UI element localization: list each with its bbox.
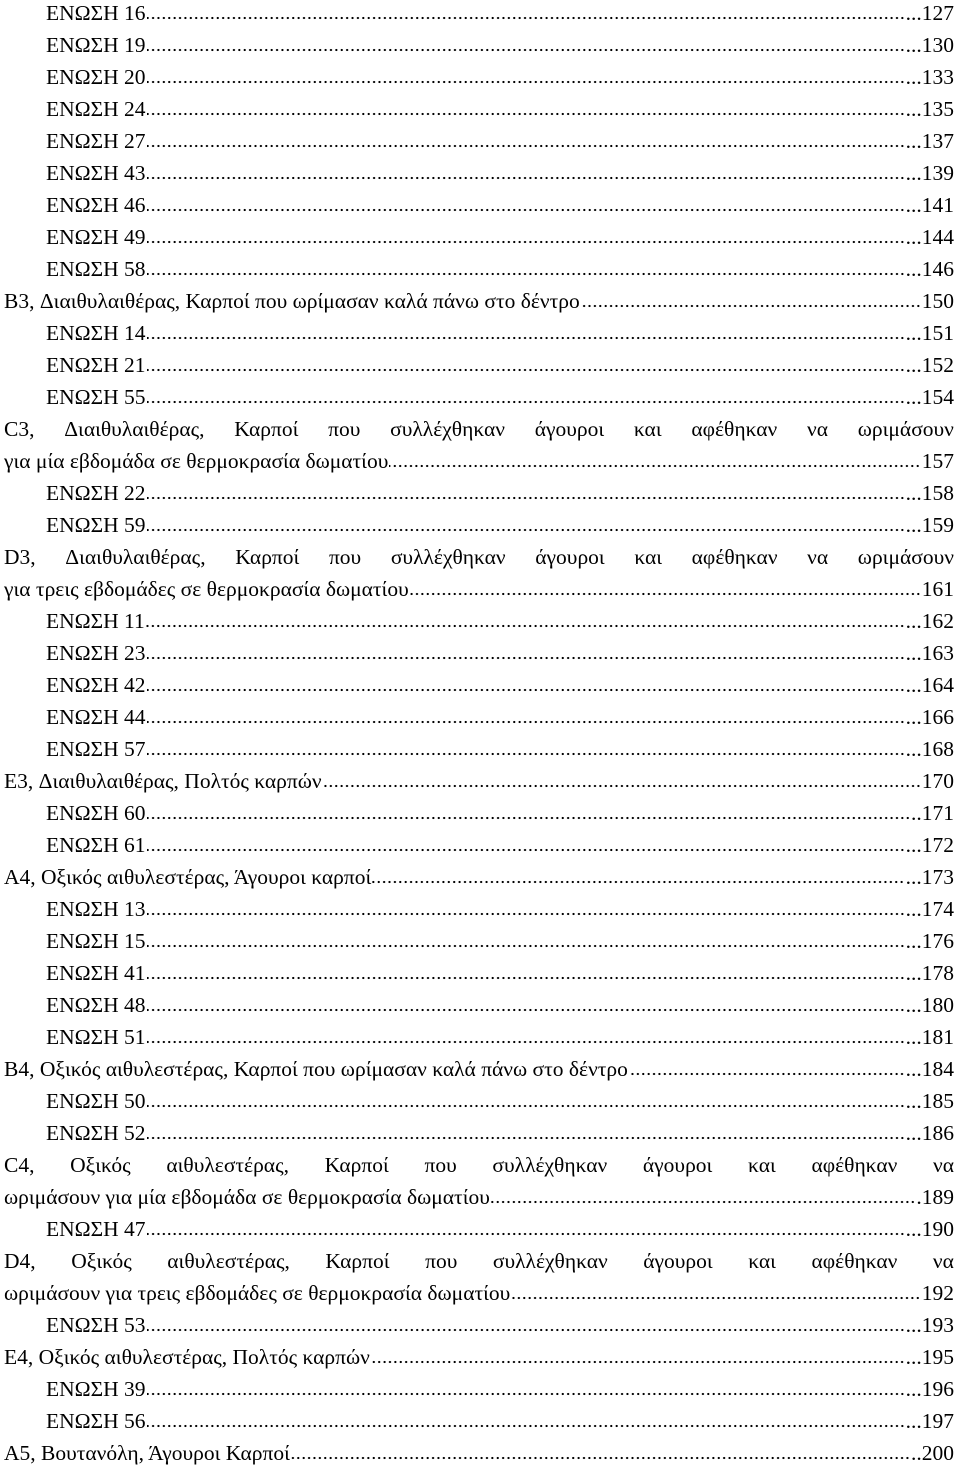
toc-heading-word: και xyxy=(634,545,663,569)
toc-page-number: ...166 xyxy=(905,705,954,729)
toc-entry-label: ΕΝΩΣΗ 24 xyxy=(46,97,146,121)
toc-page-number: ...139 xyxy=(905,161,954,185)
toc-sub-entry[interactable] xyxy=(4,349,954,381)
toc-heading-first-line xyxy=(4,413,954,445)
toc-heading-entry[interactable] xyxy=(4,285,954,317)
toc-page-number: ...141 xyxy=(905,193,954,217)
toc-entry-label: ΕΝΩΣΗ 56 xyxy=(46,1409,146,1433)
toc-entry-label: ΕΝΩΣΗ 15 xyxy=(46,929,146,953)
toc-entry-label: ΕΝΩΣΗ 11 xyxy=(46,609,145,633)
toc-page-number: 192 xyxy=(921,1281,954,1305)
toc-sub-entry[interactable] xyxy=(4,637,954,669)
dot-leader xyxy=(410,592,921,596)
dot-leader xyxy=(147,720,905,724)
toc-heading-first-line xyxy=(4,1149,954,1181)
toc-page-number: ...173 xyxy=(905,865,954,889)
dot-leader xyxy=(146,624,905,628)
toc-heading-word: συλλέχθηκαν xyxy=(492,1249,608,1273)
toc-sub-entry[interactable] xyxy=(4,1405,954,1437)
toc-entry-label: ΕΝΩΣΗ 27 xyxy=(46,129,146,153)
toc-sub-entry[interactable] xyxy=(4,1117,954,1149)
toc-sub-entry[interactable] xyxy=(4,509,954,541)
toc-entry-label: ΕΝΩΣΗ 59 xyxy=(46,513,146,537)
toc-heading-word: που xyxy=(425,1249,458,1273)
toc-entry-label: ΕΝΩΣΗ 19 xyxy=(46,33,146,57)
dot-leader xyxy=(491,1200,915,1204)
toc-entry-label: B4, Οξικός αιθυλεστέρας, Καρποί που ωρίμασαν καλά πάνω στο δέντρο xyxy=(4,1057,628,1081)
dot-leader xyxy=(147,1104,905,1108)
dot-leader xyxy=(147,208,905,212)
toc-heading-word: άγουροι xyxy=(534,417,605,441)
toc-heading-word: Καρποί xyxy=(324,1153,389,1177)
toc-entry-label: ΕΝΩΣΗ 60 xyxy=(46,801,146,825)
toc-page-number: ...159 xyxy=(905,513,954,537)
toc-entry-label: ωριμάσουν για τρεις εβδομάδες σε θερμοκρασία δωματίου xyxy=(4,1281,511,1305)
toc-sub-entry[interactable] xyxy=(4,29,954,61)
toc-page-number: ...197 xyxy=(905,1409,954,1433)
toc-page-number: ...186 xyxy=(905,1121,954,1145)
toc-heading-word: Οξικός xyxy=(71,1249,132,1273)
toc-heading-word: ωριμάσουν xyxy=(857,417,954,441)
toc-entry-label: ΕΝΩΣΗ 14 xyxy=(46,321,146,345)
toc-sub-entry[interactable] xyxy=(4,925,954,957)
toc-entry-label: ΕΝΩΣΗ 39 xyxy=(46,1377,146,1401)
toc-entry-label: ΕΝΩΣΗ 53 xyxy=(46,1313,146,1337)
toc-page-number: ...135 xyxy=(905,97,954,121)
toc-heading-word: αιθυλεστέρας, xyxy=(167,1249,290,1273)
dot-leader xyxy=(581,304,921,308)
dot-leader xyxy=(147,1328,905,1332)
toc-page-number: ...184 xyxy=(905,1057,954,1081)
toc-heading-word: να xyxy=(932,1249,954,1273)
toc-sub-entry[interactable] xyxy=(4,1085,954,1117)
dot-leader xyxy=(147,976,905,980)
toc-heading-word: που xyxy=(328,545,362,569)
toc-page-number: ...130 xyxy=(905,33,954,57)
toc-entry-label: A5, Βουτανόλη, Άγουροι Καρποί xyxy=(4,1441,290,1465)
toc-heading-word: συλλέχθηκαν xyxy=(492,1153,608,1177)
dot-leader xyxy=(147,1008,905,1012)
toc-sub-entry[interactable] xyxy=(4,157,954,189)
toc-sub-entry[interactable] xyxy=(4,605,954,637)
toc-sub-entry[interactable] xyxy=(4,93,954,125)
dot-leader xyxy=(147,752,905,756)
toc-sub-entry[interactable] xyxy=(4,733,954,765)
toc-page-number: ...137 xyxy=(905,129,954,153)
toc-entry-label: A4, Οξικός αιθυλεστέρας, Άγουροι καρποί xyxy=(4,865,372,889)
toc-entry-label: ΕΝΩΣΗ 43 xyxy=(46,161,146,185)
toc-page-number: .189 xyxy=(916,1185,954,1209)
toc-heading-word: αφέθηκαν xyxy=(811,1249,898,1273)
toc-heading-word: αφέθηκαν xyxy=(811,1153,898,1177)
toc-heading-first-line xyxy=(4,1245,954,1277)
dot-leader xyxy=(147,16,905,20)
toc-sub-entry[interactable] xyxy=(4,477,954,509)
toc-heading-word: D4, xyxy=(4,1249,36,1273)
toc-entry-label: ΕΝΩΣΗ 41 xyxy=(46,961,146,985)
toc-heading-entry[interactable] xyxy=(4,445,954,477)
toc-page-number: 157 xyxy=(921,449,954,473)
dot-leader xyxy=(147,528,905,532)
toc-page-number: ...163 xyxy=(905,641,954,665)
toc-heading-entry[interactable] xyxy=(4,861,954,893)
toc-sub-entry[interactable] xyxy=(4,381,954,413)
toc-entry-label: ΕΝΩΣΗ 57 xyxy=(46,737,146,761)
toc-heading-word: Καρποί xyxy=(235,545,300,569)
toc-page-number: ...185 xyxy=(905,1089,954,1113)
toc-page-number: 170 xyxy=(921,769,954,793)
table-of-contents xyxy=(4,0,954,1469)
toc-heading-word: Διαιθυλαιθέρας, xyxy=(65,545,206,569)
toc-heading-word: και xyxy=(748,1153,776,1177)
toc-sub-entry[interactable] xyxy=(4,0,954,29)
toc-entry-label: ΕΝΩΣΗ 48 xyxy=(46,993,146,1017)
toc-heading-word: Οξικός xyxy=(70,1153,131,1177)
toc-sub-entry[interactable] xyxy=(4,701,954,733)
toc-sub-entry[interactable] xyxy=(4,797,954,829)
toc-sub-entry[interactable] xyxy=(4,893,954,925)
toc-heading-word: D3, xyxy=(4,545,36,569)
toc-page-number: ...178 xyxy=(905,961,954,985)
toc-heading-word: συλλέχθηκαν xyxy=(390,417,505,441)
dot-leader xyxy=(147,656,905,660)
toc-page-number: ...172 xyxy=(905,833,954,857)
dot-leader xyxy=(147,1232,905,1236)
toc-heading-word: αιθυλεστέρας, xyxy=(166,1153,289,1177)
toc-entry-label: ΕΝΩΣΗ 46 xyxy=(46,193,146,217)
toc-heading-entry[interactable] xyxy=(4,1277,954,1309)
toc-page-number: ...195 xyxy=(905,1345,954,1369)
toc-heading-first-line xyxy=(4,541,954,573)
toc-entry-label: ΕΝΩΣΗ 52 xyxy=(46,1121,146,1145)
dot-leader xyxy=(291,1456,910,1460)
toc-heading-entry[interactable] xyxy=(4,765,954,797)
toc-heading-entry[interactable] xyxy=(4,1181,954,1213)
toc-entry-label: ΕΝΩΣΗ 42 xyxy=(46,673,146,697)
toc-sub-entry[interactable] xyxy=(4,61,954,93)
toc-heading-word: που xyxy=(424,1153,457,1177)
toc-entry-label: ΕΝΩΣΗ 47 xyxy=(46,1217,146,1241)
toc-sub-entry[interactable] xyxy=(4,1373,954,1405)
dot-leader xyxy=(147,240,905,244)
toc-sub-entry[interactable] xyxy=(4,317,954,349)
dot-leader xyxy=(147,144,905,148)
toc-entry-label: για τρεις εβδομάδες σε θερμοκρασία δωματίου xyxy=(4,577,409,601)
dot-leader xyxy=(629,1072,905,1076)
dot-leader xyxy=(147,1136,905,1140)
toc-heading-word: Διαιθυλαιθέρας, xyxy=(64,417,205,441)
dot-leader xyxy=(371,1360,905,1364)
toc-entry-label: ΕΝΩΣΗ 50 xyxy=(46,1089,146,1113)
toc-page-number: ...162 xyxy=(905,609,954,633)
toc-page-number: ...168 xyxy=(905,737,954,761)
toc-heading-word: αφέθηκαν xyxy=(691,417,778,441)
dot-leader xyxy=(147,336,905,340)
toc-sub-entry[interactable] xyxy=(4,1021,954,1053)
dot-leader xyxy=(147,848,905,852)
toc-sub-entry[interactable] xyxy=(4,957,954,989)
toc-page-number: ...180 xyxy=(905,993,954,1017)
toc-entry-label: ΕΝΩΣΗ 13 xyxy=(46,897,146,921)
toc-entry-label: ΕΝΩΣΗ 44 xyxy=(46,705,146,729)
toc-page-number: ...127 xyxy=(905,1,954,25)
toc-sub-entry[interactable] xyxy=(4,189,954,221)
toc-page-number: ...133 xyxy=(905,65,954,89)
toc-heading-word: Καρποί xyxy=(325,1249,390,1273)
dot-leader xyxy=(147,816,910,820)
toc-heading-word: να xyxy=(933,1153,954,1177)
toc-page-number: ...152 xyxy=(905,353,954,377)
toc-heading-word: να xyxy=(806,417,828,441)
dot-leader xyxy=(147,80,905,84)
toc-entry-label: ΕΝΩΣΗ 21 xyxy=(46,353,146,377)
toc-page-number: ...164 xyxy=(905,673,954,697)
toc-page-number: ...181 xyxy=(905,1025,954,1049)
dot-leader xyxy=(147,112,905,116)
toc-entry-label: ΕΝΩΣΗ 58 xyxy=(46,257,146,281)
toc-heading-word: που xyxy=(328,417,361,441)
toc-page-number: ..171 xyxy=(911,801,954,825)
dot-leader xyxy=(511,1296,920,1300)
toc-heading-word: και xyxy=(748,1249,776,1273)
toc-page-number: ...193 xyxy=(905,1313,954,1337)
toc-entry-label: για μία εβδομάδα σε θερμοκρασία δωματίου xyxy=(4,449,389,473)
toc-sub-entry[interactable] xyxy=(4,669,954,701)
toc-heading-word: να xyxy=(807,545,829,569)
dot-leader xyxy=(147,272,905,276)
toc-page-number: ...144 xyxy=(905,225,954,249)
dot-leader xyxy=(147,496,905,500)
toc-page-number: ...176 xyxy=(905,929,954,953)
toc-page-number: ..200 xyxy=(911,1441,954,1465)
toc-entry-label: E3, Διαιθυλαιθέρας, Πολτός καρπών xyxy=(4,769,322,793)
toc-heading-word: αφέθηκαν xyxy=(691,545,778,569)
toc-entry-label: E4, Οξικός αιθυλεστέρας, Πολτός καρπών xyxy=(4,1345,370,1369)
dot-leader xyxy=(147,1424,905,1428)
toc-heading-word: ωριμάσουν xyxy=(857,545,954,569)
toc-entry-label: ΕΝΩΣΗ 51 xyxy=(46,1025,146,1049)
dot-leader xyxy=(147,400,905,404)
toc-heading-word: άγουροι xyxy=(642,1153,713,1177)
toc-page-number: ...174 xyxy=(905,897,954,921)
toc-entry-label: ΕΝΩΣΗ 49 xyxy=(46,225,146,249)
toc-sub-entry[interactable] xyxy=(4,1309,954,1341)
toc-sub-entry[interactable] xyxy=(4,829,954,861)
toc-entry-label: ΕΝΩΣΗ 20 xyxy=(46,65,146,89)
toc-heading-entry[interactable] xyxy=(4,1341,954,1373)
dot-leader xyxy=(323,784,921,788)
toc-heading-word: C4, xyxy=(4,1153,35,1177)
toc-entry-label: ωριμάσουν για μία εβδομάδα σε θερμοκρασία δωματίου xyxy=(4,1185,490,1209)
dot-leader xyxy=(389,464,920,468)
dot-leader xyxy=(147,368,905,372)
toc-page-number: 150 xyxy=(921,289,954,313)
dot-leader xyxy=(147,176,905,180)
toc-heading-entry[interactable] xyxy=(4,1053,954,1085)
toc-entry-label: ΕΝΩΣΗ 61 xyxy=(46,833,146,857)
toc-page-number: ...154 xyxy=(905,385,954,409)
toc-entry-label: ΕΝΩΣΗ 55 xyxy=(46,385,146,409)
toc-entry-label: B3, Διαιθυλαιθέρας, Καρποί που ωρίμασαν καλά πάνω στο δέντρο xyxy=(4,289,580,313)
toc-page-number: ...190 xyxy=(905,1217,954,1241)
dot-leader xyxy=(372,880,904,884)
dot-leader xyxy=(147,1040,905,1044)
toc-heading-word: άγουροι xyxy=(643,1249,713,1273)
toc-sub-entry[interactable] xyxy=(4,989,954,1021)
dot-leader xyxy=(147,912,905,916)
toc-heading-word: C3, xyxy=(4,417,35,441)
toc-sub-entry[interactable] xyxy=(4,1213,954,1245)
toc-page-number: ...158 xyxy=(905,481,954,505)
toc-page-number: 161 xyxy=(921,577,954,601)
toc-entry-label: ΕΝΩΣΗ 16 xyxy=(46,1,146,25)
toc-heading-word: άγουροι xyxy=(535,545,605,569)
toc-heading-entry[interactable] xyxy=(4,1437,954,1469)
dot-leader xyxy=(147,688,905,692)
toc-sub-entry[interactable] xyxy=(4,125,954,157)
toc-entry-label: ΕΝΩΣΗ 22 xyxy=(46,481,146,505)
toc-sub-entry[interactable] xyxy=(4,253,954,285)
toc-entry-label: ΕΝΩΣΗ 23 xyxy=(46,641,146,665)
toc-heading-word: συλλέχθηκαν xyxy=(390,545,506,569)
toc-sub-entry[interactable] xyxy=(4,221,954,253)
dot-leader xyxy=(147,944,905,948)
toc-heading-word: και xyxy=(633,417,662,441)
toc-heading-word: Καρποί xyxy=(234,417,299,441)
toc-page-number: ...151 xyxy=(905,321,954,345)
dot-leader xyxy=(147,48,905,52)
toc-page-number: ...196 xyxy=(905,1377,954,1401)
toc-heading-entry[interactable] xyxy=(4,573,954,605)
toc-page-number: ...146 xyxy=(905,257,954,281)
dot-leader xyxy=(147,1392,905,1396)
